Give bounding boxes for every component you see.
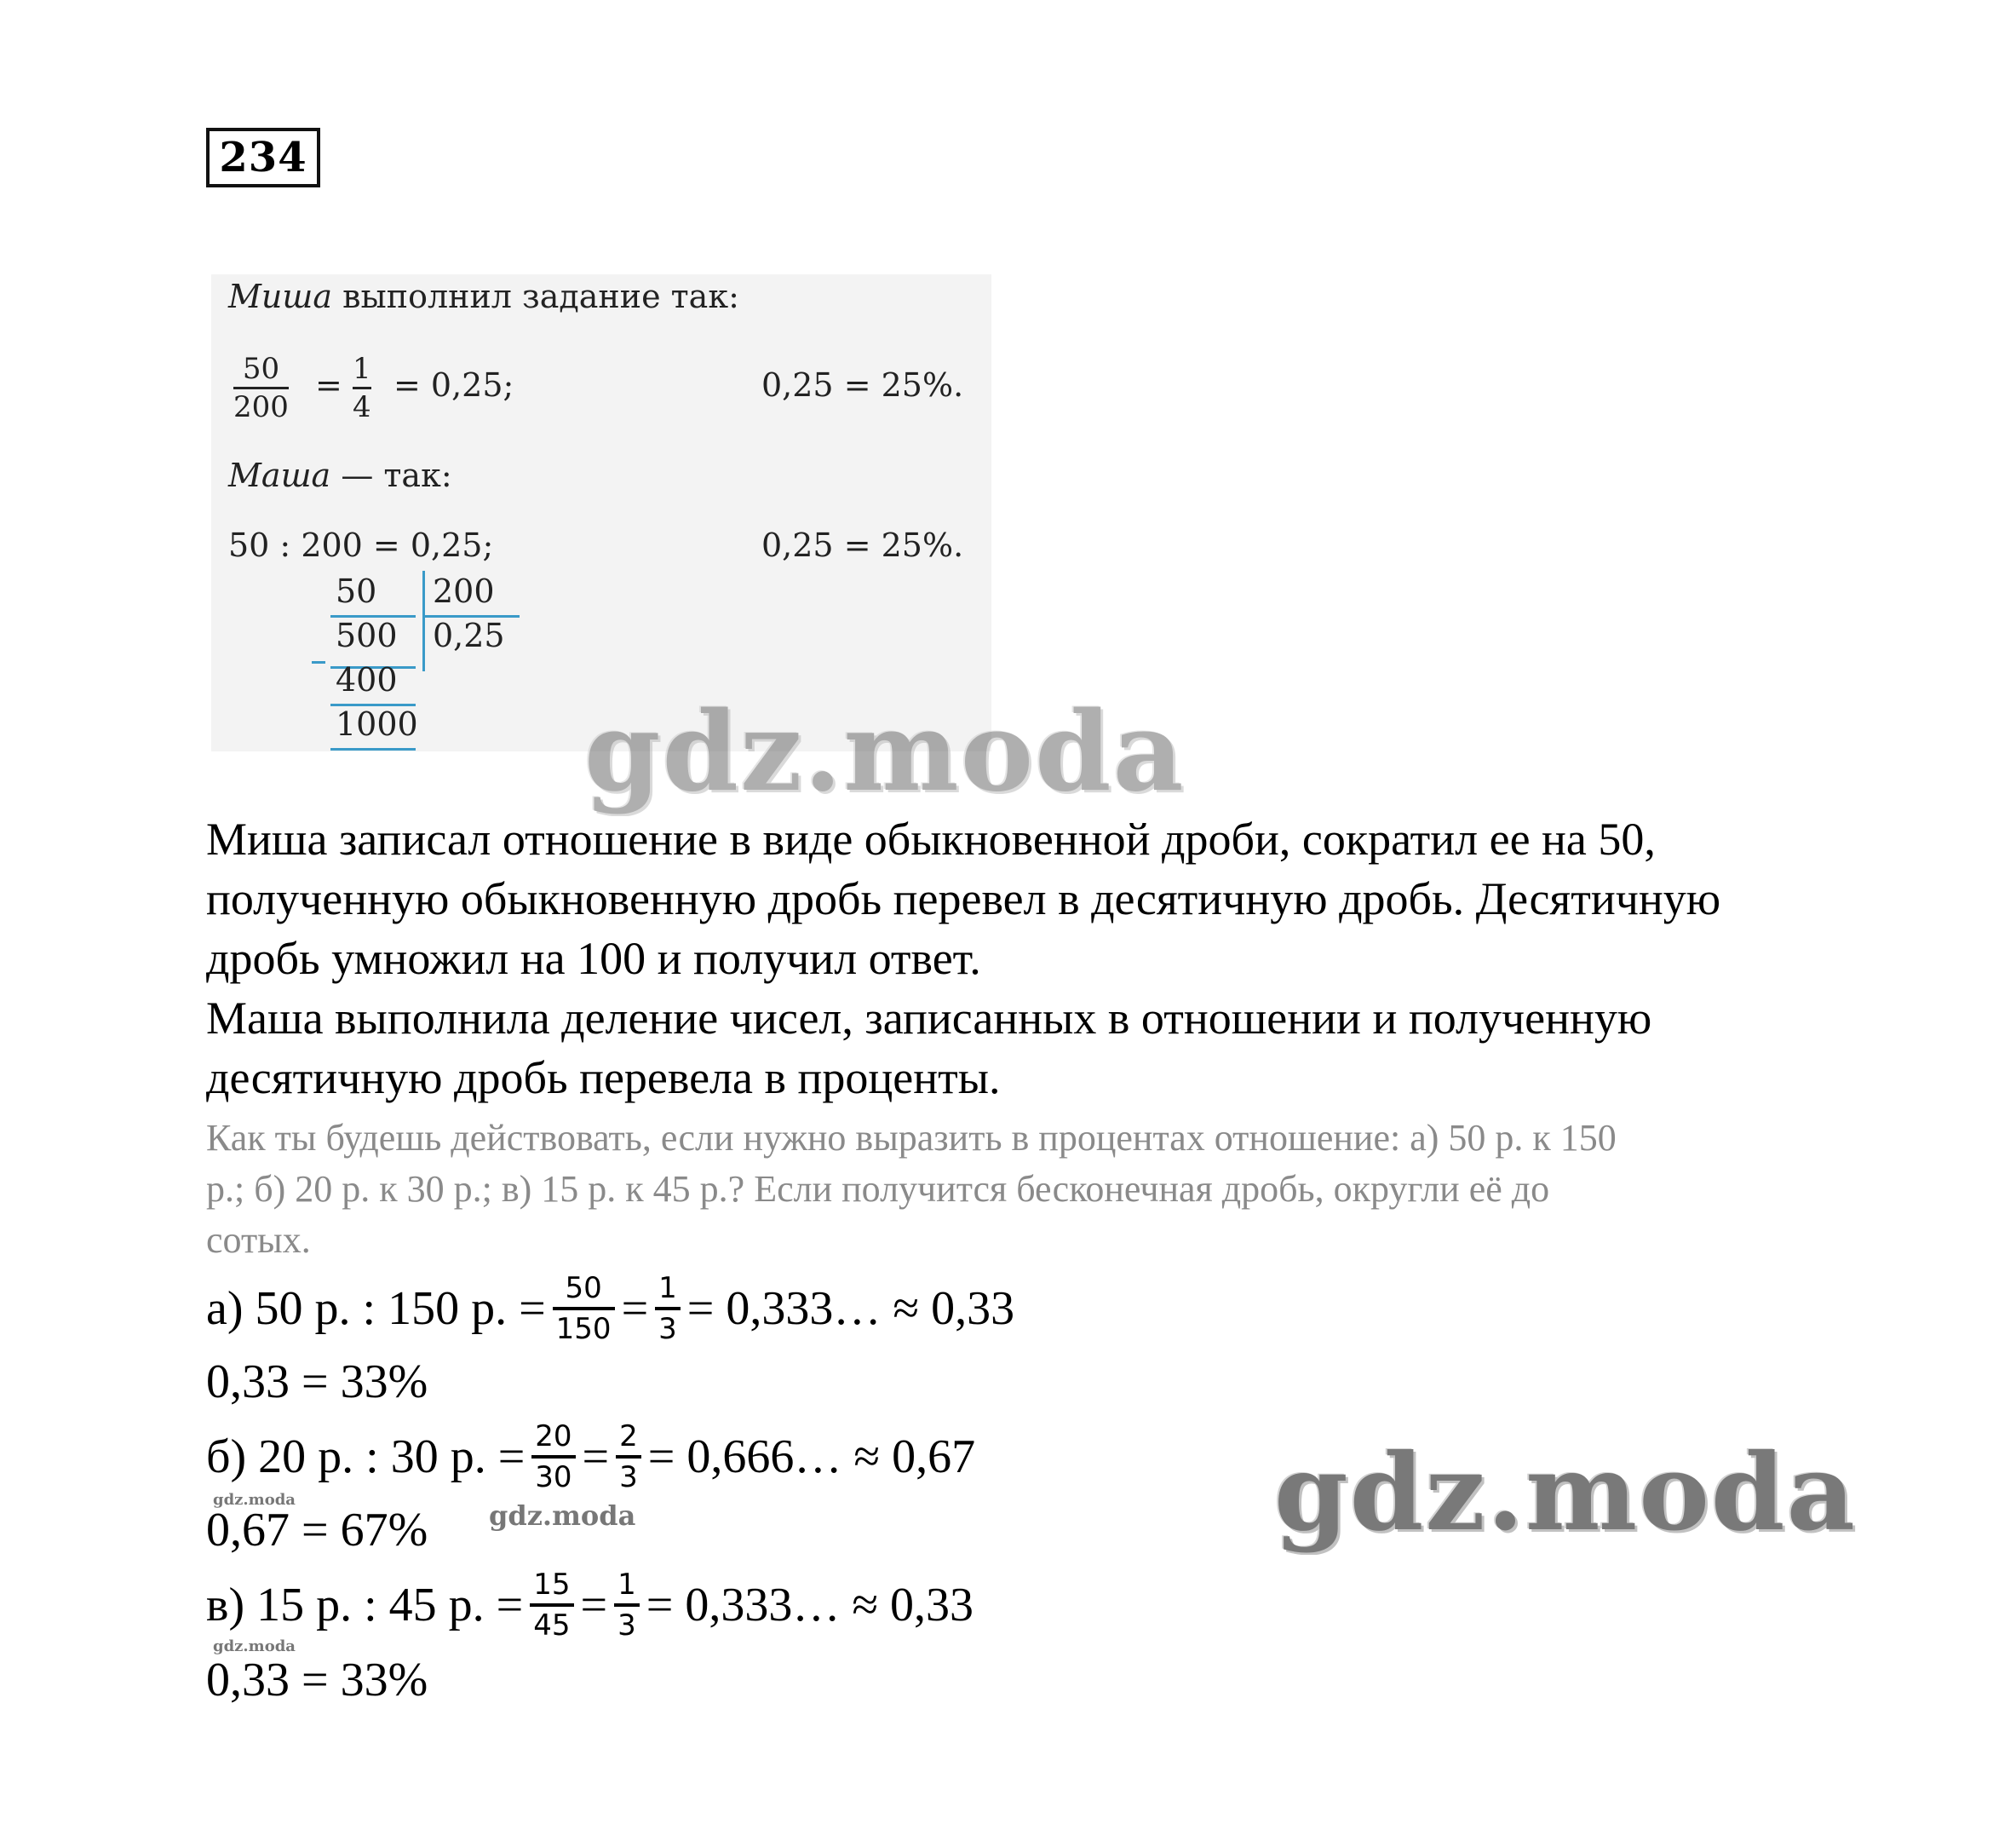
- solution-a-result: 0,33 = 33%: [206, 1355, 428, 1408]
- explanation-line-2: полученную обыкновенную дробь перевел в десятичную дробь. Десятичную: [206, 873, 1721, 924]
- frac-num: 1: [617, 1568, 636, 1602]
- solution-c-lead: в) 15 р. : 45 р. =: [206, 1579, 524, 1631]
- frac-num: 20: [535, 1419, 572, 1453]
- textbook-excerpt: [211, 274, 991, 751]
- explanation-line-3: дробь умножил на 100 и получил ответ.: [206, 933, 981, 984]
- solution-a: [206, 1269, 1014, 1348]
- intro-rest: выполнил задание так:: [342, 278, 739, 315]
- misha-eq: =: [315, 366, 342, 404]
- masha-intro: [228, 457, 452, 494]
- solution-b-result: 0,67 = 67%: [206, 1504, 428, 1556]
- question-line-3: сотых.: [206, 1219, 311, 1261]
- solution-a-frac-1: [553, 1269, 615, 1348]
- division-row2: 500: [336, 617, 398, 654]
- misha-fraction-2: [353, 351, 371, 425]
- frac-num: 1: [658, 1271, 677, 1305]
- explanation-line-5: десятичную дробь перевела в проценты.: [206, 1052, 1001, 1103]
- misha-f1-den: 200: [233, 390, 289, 424]
- solution-c: [206, 1566, 974, 1644]
- watermark-small-1: gdz.moda: [489, 1499, 636, 1532]
- solution-a-tail: = 0,333… ≈ 0,33: [686, 1282, 1015, 1335]
- frac-den: 150: [555, 1312, 612, 1346]
- division-rule: [330, 748, 416, 751]
- misha-f2-den: 4: [353, 390, 371, 424]
- solution-b-frac-1: [531, 1418, 575, 1496]
- frac-den: 30: [535, 1460, 572, 1494]
- solution-b-frac-2: [616, 1418, 641, 1496]
- solution-c-frac-1: [530, 1566, 573, 1644]
- intro-name: Миша: [228, 278, 333, 315]
- misha-fraction-1: [233, 351, 289, 425]
- misha-f2-num: 1: [353, 352, 371, 386]
- division-row4: 1000: [336, 705, 418, 743]
- solution-b-lead: б) 20 р. : 30 р. =: [206, 1430, 526, 1483]
- division-dividend: 50: [336, 573, 377, 610]
- division-divisor: 200: [433, 573, 495, 610]
- watermark-tiny-1: gdz.moda: [213, 1491, 296, 1509]
- frac-den: 3: [658, 1312, 677, 1346]
- masha-rest: — так:: [341, 457, 452, 494]
- solution-a-frac-2: [655, 1269, 681, 1348]
- frac-den: 3: [617, 1608, 636, 1643]
- watermark-tiny-2: gdz.moda: [213, 1637, 296, 1655]
- division-row3: 400: [336, 661, 398, 699]
- masha-line: 50 : 200 = 0,25;: [228, 526, 494, 564]
- equals-sign: =: [580, 1579, 608, 1631]
- division-vertical-line: [422, 571, 425, 671]
- exercise-number: 234: [206, 128, 320, 187]
- explanation-line-1: Миша записал отношение в виде обыкновенной дроби, сократил ее на 50,: [206, 814, 1656, 865]
- misha-percent: 0,25 = 25%.: [761, 366, 964, 404]
- frac-den: 3: [619, 1460, 638, 1494]
- solution-b: [206, 1418, 975, 1496]
- frac-num: 50: [565, 1271, 602, 1305]
- solution-c-frac-2: [614, 1566, 640, 1644]
- division-quotient: 0,25: [433, 617, 505, 654]
- watermark-large-2: gdz.moda: [1274, 1431, 1857, 1555]
- equals-sign: =: [621, 1282, 649, 1335]
- masha-percent: 0,25 = 25%.: [761, 526, 964, 564]
- solution-c-tail: = 0,333… ≈ 0,33: [646, 1579, 974, 1631]
- solution-a-lead: а) 50 р. : 150 р. =: [206, 1282, 546, 1335]
- masha-name: Маша: [228, 457, 331, 494]
- frac-num: 15: [533, 1568, 571, 1602]
- frac-num: 2: [619, 1419, 638, 1453]
- question-line-2: р.; б) 20 р. к 30 р.; в) 15 р. к 45 р.? Если получится бесконечная дробь, округли её до: [206, 1168, 1550, 1210]
- intro-line: [228, 278, 739, 315]
- solution-c-result: 0,33 = 33%: [206, 1654, 428, 1706]
- frac-den: 45: [533, 1608, 571, 1643]
- solution-b-tail: = 0,666… ≈ 0,67: [647, 1430, 976, 1483]
- explanation-line-4: Маша выполнила деление чисел, записанных в отношении и полученную: [206, 993, 1652, 1044]
- equals-sign: =: [582, 1430, 610, 1483]
- misha-tail: = 0,25;: [393, 366, 514, 404]
- misha-f1-num: 50: [242, 352, 280, 386]
- division-minus: [312, 661, 325, 664]
- watermark-large-1: gdz.moda: [584, 688, 1186, 816]
- question-line-1: Как ты будешь действовать, если нужно выразить в процентах отношение: а) 50 р. к 150: [206, 1117, 1617, 1159]
